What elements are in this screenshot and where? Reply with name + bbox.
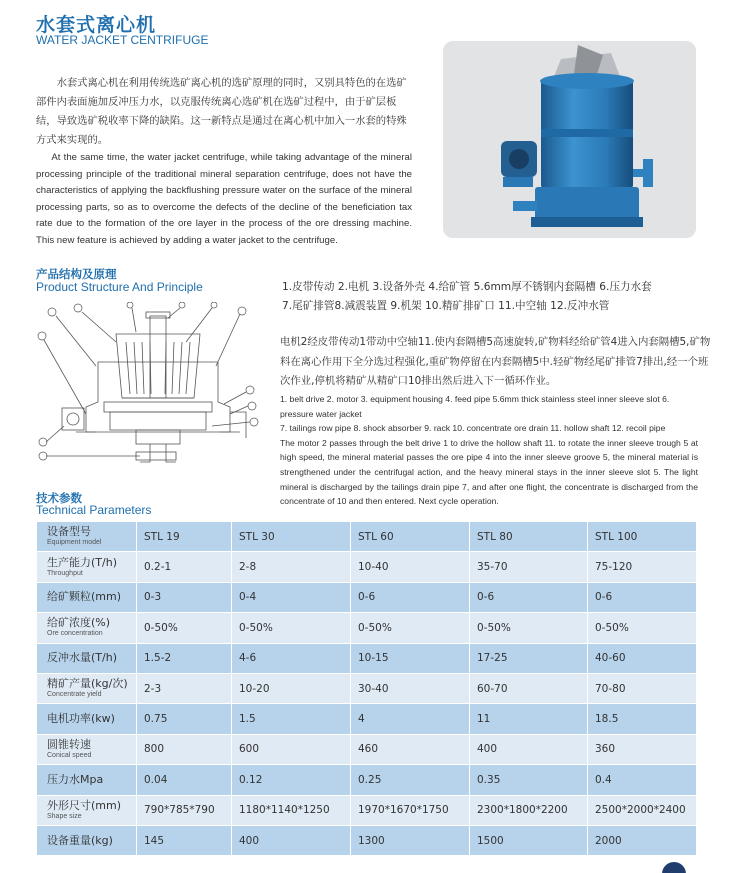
- table-cell: STL 60: [351, 522, 470, 552]
- table-row: [37, 643, 697, 673]
- principle-text-cn: 电机2经皮带传动1带动中空轴11.使内套隔槽5高速旋转,矿物料经给矿管4进入内套隔槽5,矿物料在离心作用下全分选过程强化,重矿物停留在内套隔槽5中.轻矿物经尾矿排管7排出,经一个班次作业,停机将精矿从精矿口10排出然后进入下一循环作业。: [280, 336, 711, 387]
- row-label-cn: 电机功率(kw): [47, 712, 115, 726]
- table-cell: 0.75: [137, 704, 232, 734]
- table-cell: 0-50%: [351, 613, 470, 643]
- table-cell: 10-20: [232, 673, 351, 703]
- parts-list-en-1: 1. belt drive 2. motor 3. equipment housing 4. feed pipe 5.6mm thick stainless steel inner sleeve slot 6. pressure water jacket: [280, 394, 670, 419]
- table-row: [37, 552, 697, 582]
- row-label: [37, 825, 137, 855]
- structure-heading-cn: 产品结构及原理: [36, 267, 117, 281]
- row-label-cn: 设备重量(kg): [47, 833, 113, 847]
- table-cell: 0-50%: [137, 613, 232, 643]
- table-cell: 0-50%: [232, 613, 351, 643]
- table-cell: 30-40: [351, 673, 470, 703]
- table-cell: 2300*1800*2200: [470, 795, 588, 825]
- table-cell: 0.04: [137, 765, 232, 795]
- table-cell: 400: [470, 734, 588, 764]
- table-cell: 0.2-1: [137, 552, 232, 582]
- parts-line-1: 1.皮带传动 2.电机 3.设备外壳 4.给矿管 5.6mm厚不锈钢内套隔槽 6.压力水套: [282, 281, 652, 293]
- row-label: [37, 643, 137, 673]
- row-label: [37, 582, 137, 612]
- table-cell: STL 100: [588, 522, 697, 552]
- structure-heading-en: Product Structure And Principle: [36, 280, 203, 294]
- table-cell: 600: [232, 734, 351, 764]
- parts-list-cn: [282, 278, 712, 316]
- table-row: [37, 673, 697, 703]
- row-label: [37, 613, 137, 643]
- table-cell: 35-70: [470, 552, 588, 582]
- table-cell: 75-120: [588, 552, 697, 582]
- table-cell: 2000: [588, 825, 697, 855]
- table-cell: 0-50%: [470, 613, 588, 643]
- row-label: [37, 765, 137, 795]
- row-label-cn: 圆锥转速: [47, 737, 91, 751]
- row-label: [37, 552, 137, 582]
- table-cell: 2-8: [232, 552, 351, 582]
- table-cell: 0-6: [588, 582, 697, 612]
- table-cell: 0-3: [137, 582, 232, 612]
- table-cell: 800: [137, 734, 232, 764]
- table-cell: 1.5-2: [137, 643, 232, 673]
- row-label-en: Shape size: [47, 812, 82, 820]
- table-cell: 0.12: [232, 765, 351, 795]
- table-cell: 0-6: [351, 582, 470, 612]
- row-label-cn: 反冲水量(T/h): [47, 651, 117, 665]
- row-label-en: Throughput: [47, 569, 83, 577]
- table-cell: 1300: [351, 825, 470, 855]
- table-cell: 60-70: [470, 673, 588, 703]
- row-label-en: Concentrate yield: [47, 691, 102, 699]
- table-cell: 4: [351, 704, 470, 734]
- params-heading-cn: 技术参数: [36, 491, 82, 505]
- row-label-en: Conical speed: [47, 751, 92, 759]
- table-row: [37, 613, 697, 643]
- table-cell: 1.5: [232, 704, 351, 734]
- row-label-en: Equipment model: [47, 539, 102, 547]
- table-cell: 0.35: [470, 765, 588, 795]
- row-label-cn: 给矿浓度(%): [47, 616, 111, 630]
- table-cell: STL 80: [470, 522, 588, 552]
- table-cell: 790*785*790: [137, 795, 232, 825]
- table-row: [37, 825, 697, 855]
- table-cell: 460: [351, 734, 470, 764]
- table-cell: 0-4: [232, 582, 351, 612]
- spec-table: [36, 521, 697, 856]
- intro-text-cn: 水套式离心机在利用传统选矿离心机的选矿原理的同时，又别具特色的在选矿部件内表面施加反冲压力水，以克服传统离心选矿机在选矿过程中，由于矿层板结，导致选矿税收率下降的缺陷。这一新特点是通过在离心机中加入一水套的特殊方式来实现的。: [36, 77, 407, 146]
- parts-line-2: 7.尾矿排管8.减震装置 9.机架 10.精矿排矿口 11.中空轴 12.反冲水管: [282, 300, 610, 312]
- table-cell: 1970*1670*1750: [351, 795, 470, 825]
- page-title-en: WATER JACKET CENTRIFUGE: [36, 33, 209, 47]
- centrifuge-image: [443, 41, 696, 238]
- intro-text-en: At the same time, the water jacket centrifuge, while taking advantage of the mineral processing principle of the traditional mineral separation centrifuge, does not have the characteristics of applying the backflushing pressure water on the surface of the mineral processing parts, so as to overcome the defects of the decline of the beneficiation tax rate due to the formation of the ore layer in the process of the ore dressing machine. This new feature is achieved by adding a water jacket to the centrifuge.: [36, 152, 412, 246]
- table-cell: 40-60: [588, 643, 697, 673]
- principle-text-en: The motor 2 passes through the belt drive 1 to drive the hollow shaft 11. to rotate the inner sleeve trough 5 at high speed, the mineral material passes the ore pipe 4 into the inner sleeve groove 5, the mineral material is strengthened under the centrifugal action, and the heavy mineral stays in the inner sleeve slot 5. The light mineral is discharged by the tailings drain pipe 7, and after one flight, the concentrate is discharged from the concentrate of 10 and then entered. Next cycle operation.: [280, 437, 698, 507]
- table-cell: 1180*1140*1250: [232, 795, 351, 825]
- row-label: [37, 734, 137, 764]
- table-row: [37, 522, 697, 552]
- table-row: [37, 704, 697, 734]
- table-cell: 2500*2000*2400: [588, 795, 697, 825]
- row-label-cn: 给矿颗粒(mm): [47, 590, 122, 604]
- row-label: [37, 673, 137, 703]
- cross-section-drawing: [36, 302, 264, 480]
- row-label-cn: 压力水Mpa: [47, 772, 104, 786]
- table-cell: 360: [588, 734, 697, 764]
- params-heading-en: Technical Parameters: [36, 503, 152, 517]
- row-label: [37, 704, 137, 734]
- table-row: [37, 795, 697, 825]
- table-cell: 0-50%: [588, 613, 697, 643]
- table-cell: 0.4: [588, 765, 697, 795]
- table-row: [37, 734, 697, 764]
- parts-list-en-2: 7. tailings row pipe 8. shock absorber 9. rack 10. concentrate ore drain 11. hollow shaft 12. recoil pipe: [280, 423, 666, 434]
- structure-diagram: [36, 302, 264, 480]
- row-label-cn: 精矿产量(kg/次): [47, 677, 128, 691]
- table-cell: STL 30: [232, 522, 351, 552]
- row-label: [37, 795, 137, 825]
- row-label-cn: 生产能力(T/h): [47, 555, 117, 569]
- table-row: [37, 582, 697, 612]
- row-label-en: Ore concentration: [47, 630, 103, 638]
- table-cell: 1500: [470, 825, 588, 855]
- table-cell: 4-6: [232, 643, 351, 673]
- row-label-cn: 设备型号: [47, 525, 91, 539]
- table-cell: 70-80: [588, 673, 697, 703]
- table-cell: 0.25: [351, 765, 470, 795]
- page-title-cn: 水套式离心机: [36, 14, 157, 36]
- intro-section: [36, 74, 412, 250]
- table-cell: 400: [232, 825, 351, 855]
- table-cell: 0-6: [470, 582, 588, 612]
- table-cell: STL 19: [137, 522, 232, 552]
- table-cell: 10-15: [351, 643, 470, 673]
- page-marker: [662, 862, 686, 873]
- table-cell: 17-25: [470, 643, 588, 673]
- table-cell: 11: [470, 704, 588, 734]
- table-cell: 2-3: [137, 673, 232, 703]
- row-label: [37, 522, 137, 552]
- product-photo: [443, 41, 696, 238]
- table-row: [37, 765, 697, 795]
- table-cell: 18.5: [588, 704, 697, 734]
- row-label-cn: 外形尺寸(mm): [47, 798, 122, 812]
- principle-text-en-block: [280, 392, 698, 509]
- table-cell: 145: [137, 825, 232, 855]
- table-cell: 10-40: [351, 552, 470, 582]
